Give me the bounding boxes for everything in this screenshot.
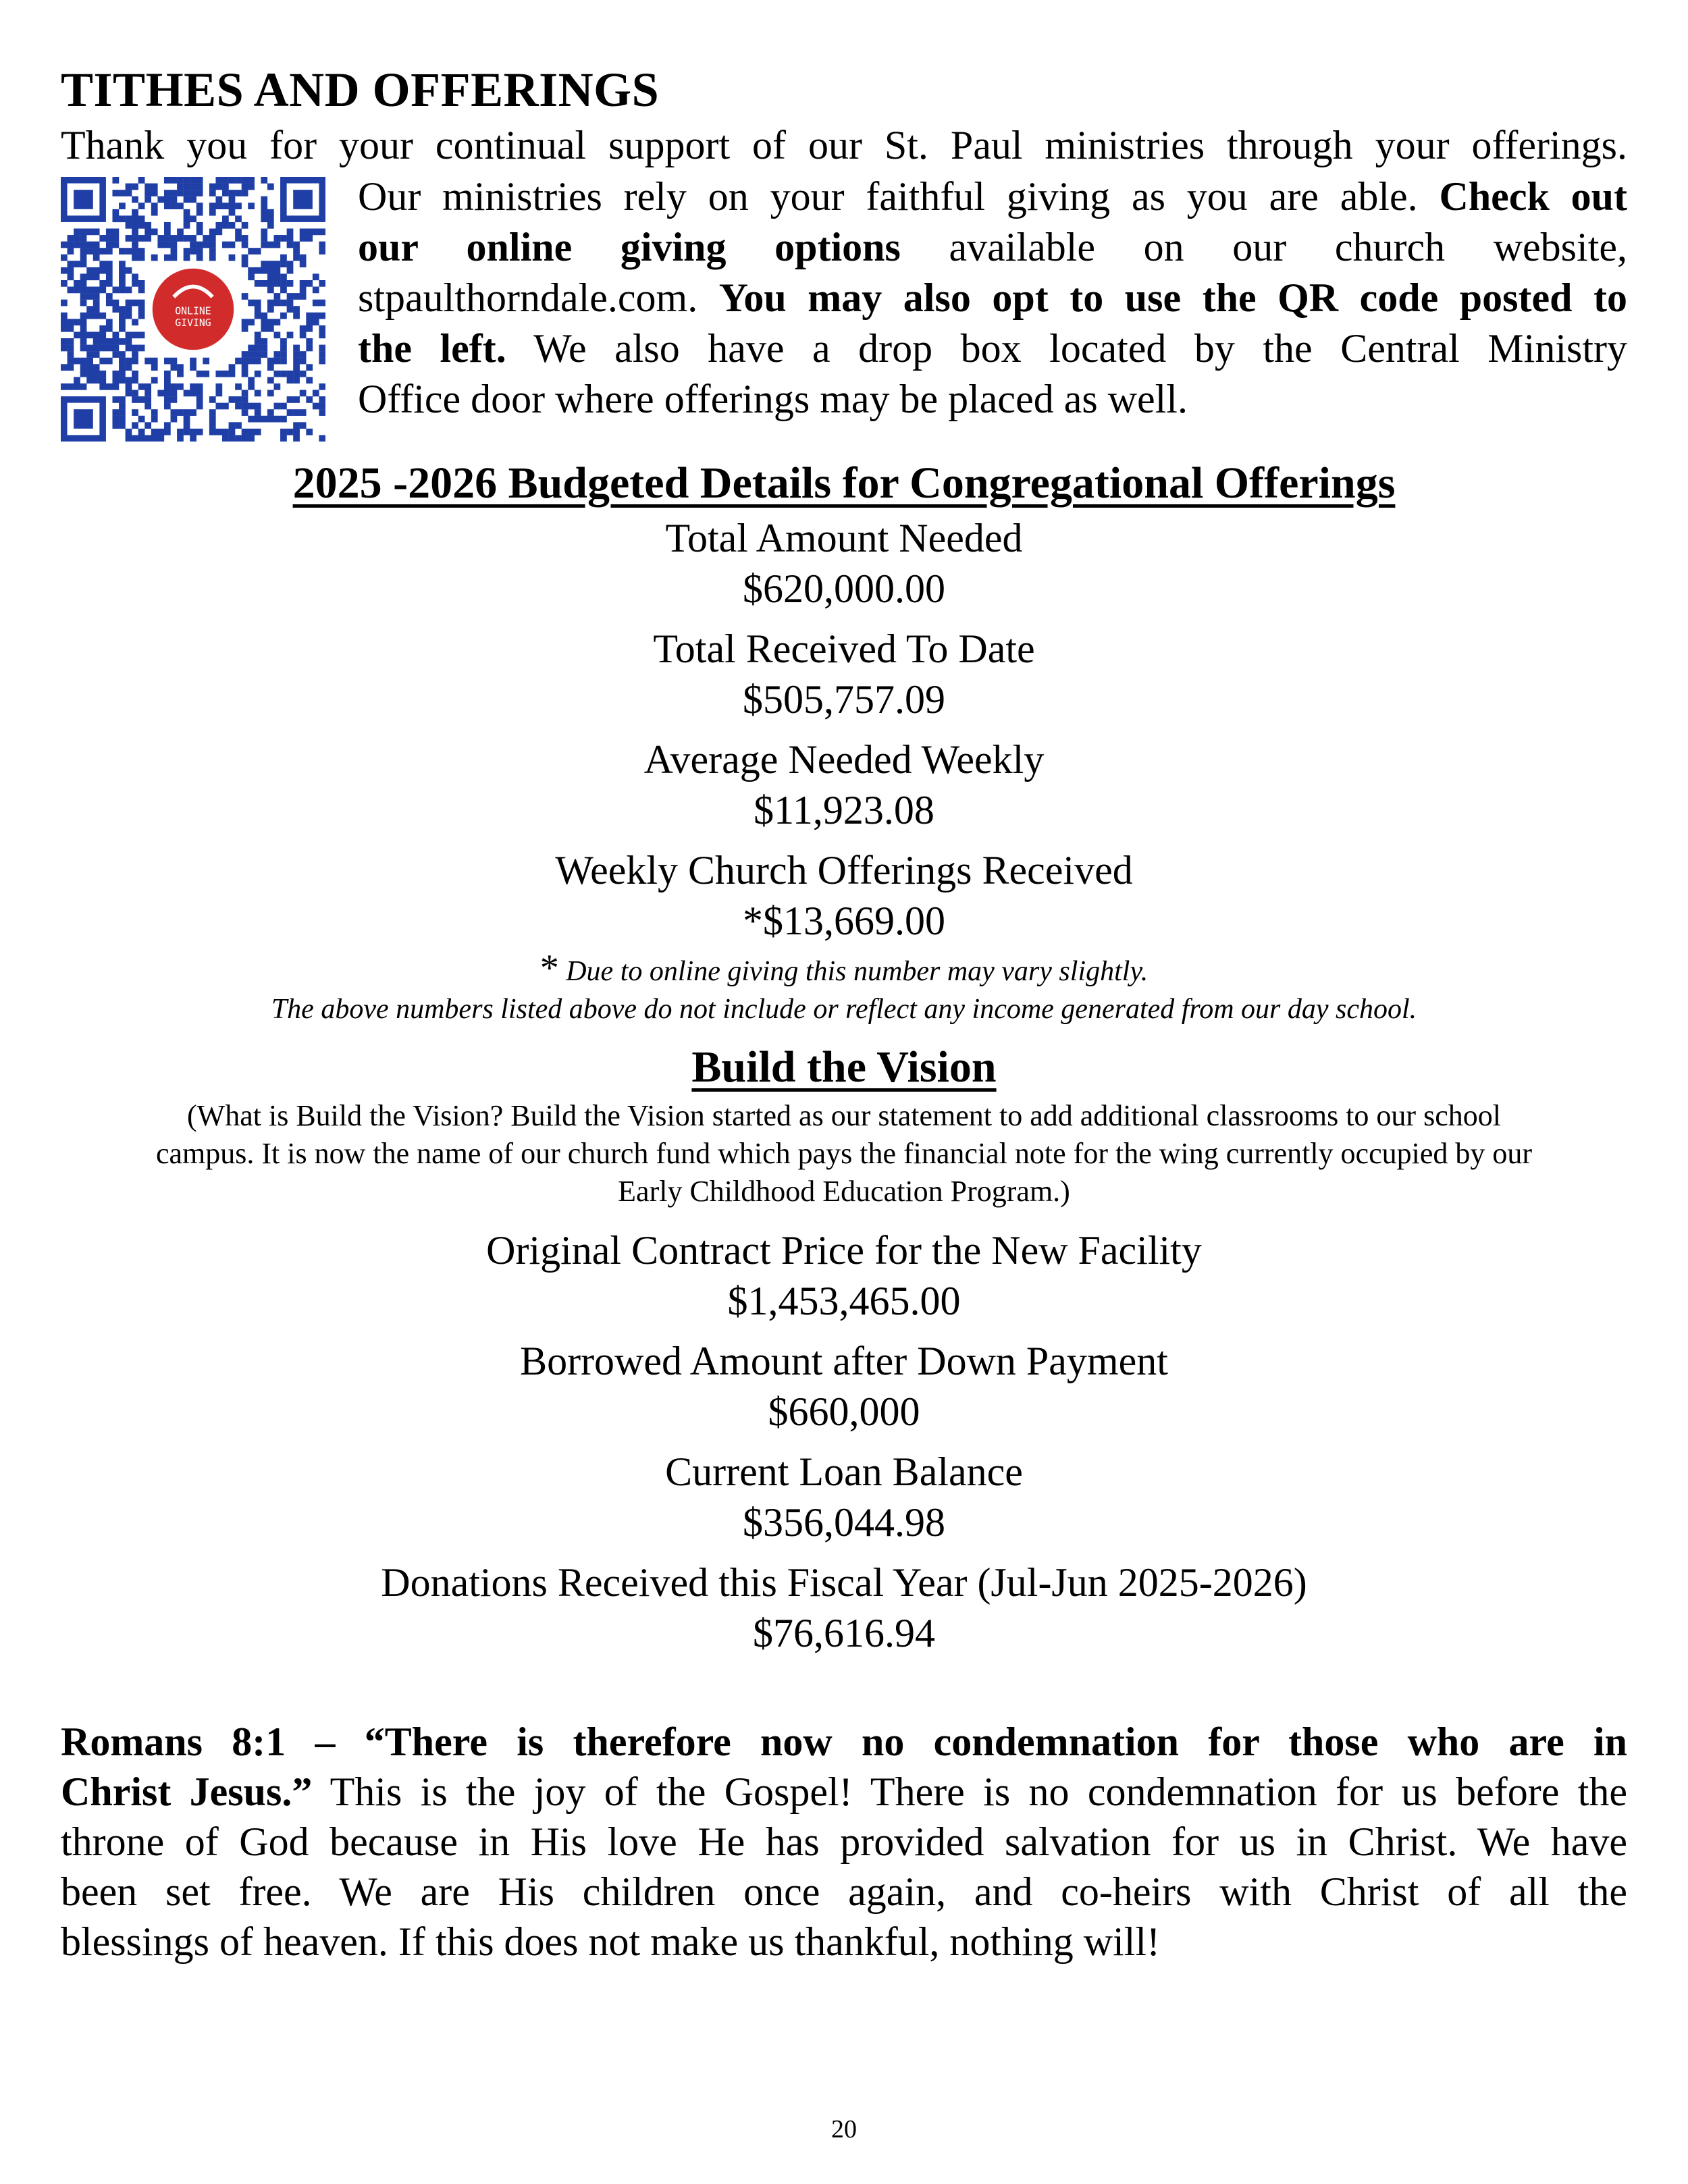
intro-first-line: Thank you for your continual support of our St. Paul ministries through your offerings. bbox=[61, 123, 1627, 167]
romans-text: blessings of heaven. If this does not make us thankful, nothing will! bbox=[61, 1919, 1161, 1964]
vision-item bbox=[61, 1225, 1627, 1327]
budget-footnote bbox=[61, 949, 1627, 990]
budget-item-value: $11,923.08 bbox=[754, 788, 934, 832]
badge-text-giving: GIVING bbox=[175, 317, 211, 329]
vision-description bbox=[61, 1097, 1627, 1210]
online-giving-qr-code[interactable] bbox=[61, 177, 325, 442]
vision-item-label: Original Contract Price for the New Facility bbox=[486, 1228, 1202, 1273]
budget-item-label: Total Amount Needed bbox=[665, 516, 1023, 560]
intro-paragraph bbox=[358, 171, 1627, 425]
budget-item-value: $505,757.09 bbox=[743, 677, 945, 722]
vision-item-value: $356,044.98 bbox=[743, 1500, 945, 1545]
scripture-quote: Romans 8:1 – “There is therefore now no condemnation for those who are in bbox=[61, 1720, 1627, 1764]
intro-bold-text: You may also opt to use the QR code posted to bbox=[718, 275, 1627, 320]
vision-item bbox=[61, 1336, 1627, 1437]
romans-text: throne of God because in His love He has provided salvation for us in Christ. We have bbox=[61, 1819, 1627, 1864]
vision-item-value: $76,616.94 bbox=[753, 1611, 935, 1655]
budget-item bbox=[61, 624, 1627, 725]
page-number: 20 bbox=[831, 2115, 857, 2143]
intro-text: available on our church website, bbox=[900, 225, 1627, 269]
vision-item-label: Borrowed Amount after Down Payment bbox=[520, 1339, 1168, 1383]
vision-section bbox=[61, 1040, 1627, 1659]
budget-section bbox=[61, 456, 1627, 1028]
budget-item-label: Weekly Church Offerings Received bbox=[555, 848, 1133, 893]
website-link[interactable]: stpaulthorndale.com. bbox=[358, 275, 719, 320]
vision-heading: Build the Vision bbox=[691, 1042, 997, 1092]
footnote-text: Due to online giving this number may vary slightly. bbox=[558, 956, 1149, 987]
romans-text: This is the joy of the Gospel! There is no condemnation for us before the bbox=[312, 1769, 1628, 1814]
page-content bbox=[61, 59, 1627, 1967]
qr-finder-top-right bbox=[280, 177, 325, 222]
budget-item bbox=[61, 845, 1627, 947]
budget-item bbox=[61, 735, 1627, 836]
qr-finder-bottom-left bbox=[61, 396, 106, 442]
budget-item-label: Average Needed Weekly bbox=[643, 737, 1045, 782]
romans-text: been set free. We are His children once again, and co-heirs with Christ of all the bbox=[61, 1869, 1627, 1914]
intro-block bbox=[61, 171, 1627, 435]
vision-description-line: campus. It is now the name of our church fund which pays the financial note for the wing currently occupied by our bbox=[155, 1137, 1533, 1170]
vision-description-line: (What is Build the Vision? Build the Vision started as our statement to add additional classrooms to our school bbox=[187, 1099, 1501, 1132]
vision-item bbox=[61, 1447, 1627, 1548]
intro-bold-text: our online giving options bbox=[358, 225, 901, 269]
footnote-asterisk: * bbox=[539, 947, 559, 989]
budget-item-label: Total Received To Date bbox=[653, 627, 1035, 671]
scripture-quote: Christ Jesus.” bbox=[61, 1769, 313, 1814]
online-giving-badge-icon bbox=[148, 264, 238, 354]
vision-item-value: $660,000 bbox=[768, 1389, 920, 1434]
vision-description-line: Early Childhood Education Program.) bbox=[618, 1175, 1070, 1208]
vision-item bbox=[61, 1557, 1627, 1659]
intro-bold-text: the left. bbox=[358, 326, 506, 371]
badge-text-online: ONLINE bbox=[175, 305, 211, 317]
budget-disclaimer: The above numbers listed above do not include or reflect any income generated from our day school. bbox=[271, 994, 1417, 1025]
intro-text: Our ministries rely on your faithful giving as you are able. bbox=[358, 174, 1440, 219]
vision-item-label: Donations Received this Fiscal Year (Jul-Jun 2025-2026) bbox=[381, 1560, 1307, 1605]
romans-paragraph bbox=[61, 1717, 1627, 1967]
budget-item bbox=[61, 513, 1627, 614]
intro-text: We also have a drop box located by the Central Ministry bbox=[506, 326, 1627, 371]
budget-item-value: $620,000.00 bbox=[743, 566, 945, 611]
intro-text: Office door where offerings may be placed as well. bbox=[358, 377, 1188, 421]
budget-item-value: *$13,669.00 bbox=[743, 899, 945, 943]
vision-item-label: Current Loan Balance bbox=[665, 1449, 1023, 1494]
vision-item-value: $1,453,465.00 bbox=[727, 1279, 961, 1323]
page-title: TITHES AND OFFERINGS bbox=[61, 63, 660, 117]
budget-heading: 2025 -2026 Budgeted Details for Congregational Offerings bbox=[292, 458, 1396, 508]
qr-finder-top-left bbox=[61, 177, 106, 222]
intro-bold-text: Check out bbox=[1439, 174, 1627, 219]
